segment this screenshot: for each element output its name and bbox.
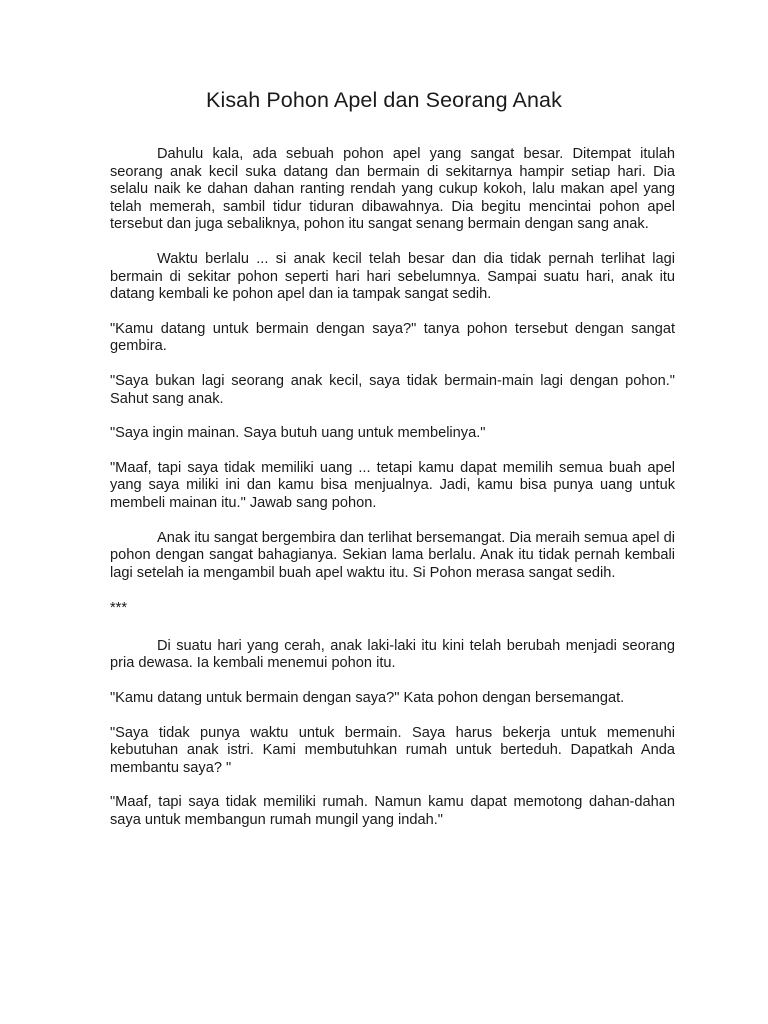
dialogue-paragraph-5: "Saya ingin mainan. Saya butuh uang untuk membelinya." [110, 425, 486, 442]
dialogue-paragraph-12: "Maaf, tapi saya tidak memiliki rumah. Namun kamu dapat memotong dahan-dahan saya untuk membangun rumah mungil yang indah." [110, 794, 675, 829]
paragraph-7: Anak itu sangat bergembira dan terlihat bersemangat. Dia meraih semua apel di pohon dengan sangat bahagianya. Sekian lama berlalu. Anak itu tidak pernah kembali lagi setelah ia mengambil buah apel waktu itu. Si Pohon merasa sangat sedih. [110, 529, 675, 581]
paragraph-9: Di suatu hari yang cerah, anak laki-laki itu kini telah berubah menjadi seorang pria dewasa. Ia kembali menemui pohon itu. [110, 637, 675, 672]
dialogue-paragraph-3: "Kamu datang untuk bermain dengan saya?" tanya pohon tersebut dengan sangat gembira. [110, 320, 675, 355]
dialogue-paragraph-11: "Saya tidak punya waktu untuk bermain. Saya harus bekerja untuk memenuhi kebutuhan anak istri. Kami membutuhkan rumah untuk berteduh. Dapatkah Anda membantu saya? " [110, 724, 675, 776]
story-body [110, 146, 675, 830]
paragraph-2: Waktu berlalu ... si anak kecil telah besar dan dia tidak pernah terlihat lagi bermain di sekitar pohon seperti hari hari sebelumnya. Sampai suatu hari, anak itu datang kembali ke pohon apel dan ia tampak sangat sedih. [110, 250, 675, 303]
dialogue-paragraph-4: "Saya bukan lagi seorang anak kecil, saya tidak bermain-main lagi dengan pohon." Sahut sang anak. [110, 372, 675, 407]
section-separator: *** [110, 600, 128, 617]
paragraph-1: Dahulu kala, ada sebuah pohon apel yang sangat besar. Ditempat itulah seorang anak kecil suka datang dan bermain di sekitarnya hampir setiap hari. Dia selalu naik ke dahan dahan ranting rendah yang cukup kokoh, lalu makan apel yang telah memerah, sambil tidur tiduran dibawahnya. Dia begitu mencintai pohon apel tersebut dan juga sebaliknya, pohon itu sangat senang bermain dengan sang anak. [110, 146, 675, 233]
dialogue-paragraph-6: "Maaf, tapi saya tidak memiliki uang ... tetapi kamu dapat memilih semua buah apel yang saya miliki ini dan kamu bisa menjualnya. Jadi, kamu bisa punya uang untuk membeli mainan itu." Jawab sang pohon. [110, 459, 675, 511]
document-title: Kisah Pohon Apel dan Seorang Anak [206, 88, 562, 112]
dialogue-paragraph-10: "Kamu datang untuk bermain dengan saya?" Kata pohon dengan bersemangat. [110, 690, 625, 707]
